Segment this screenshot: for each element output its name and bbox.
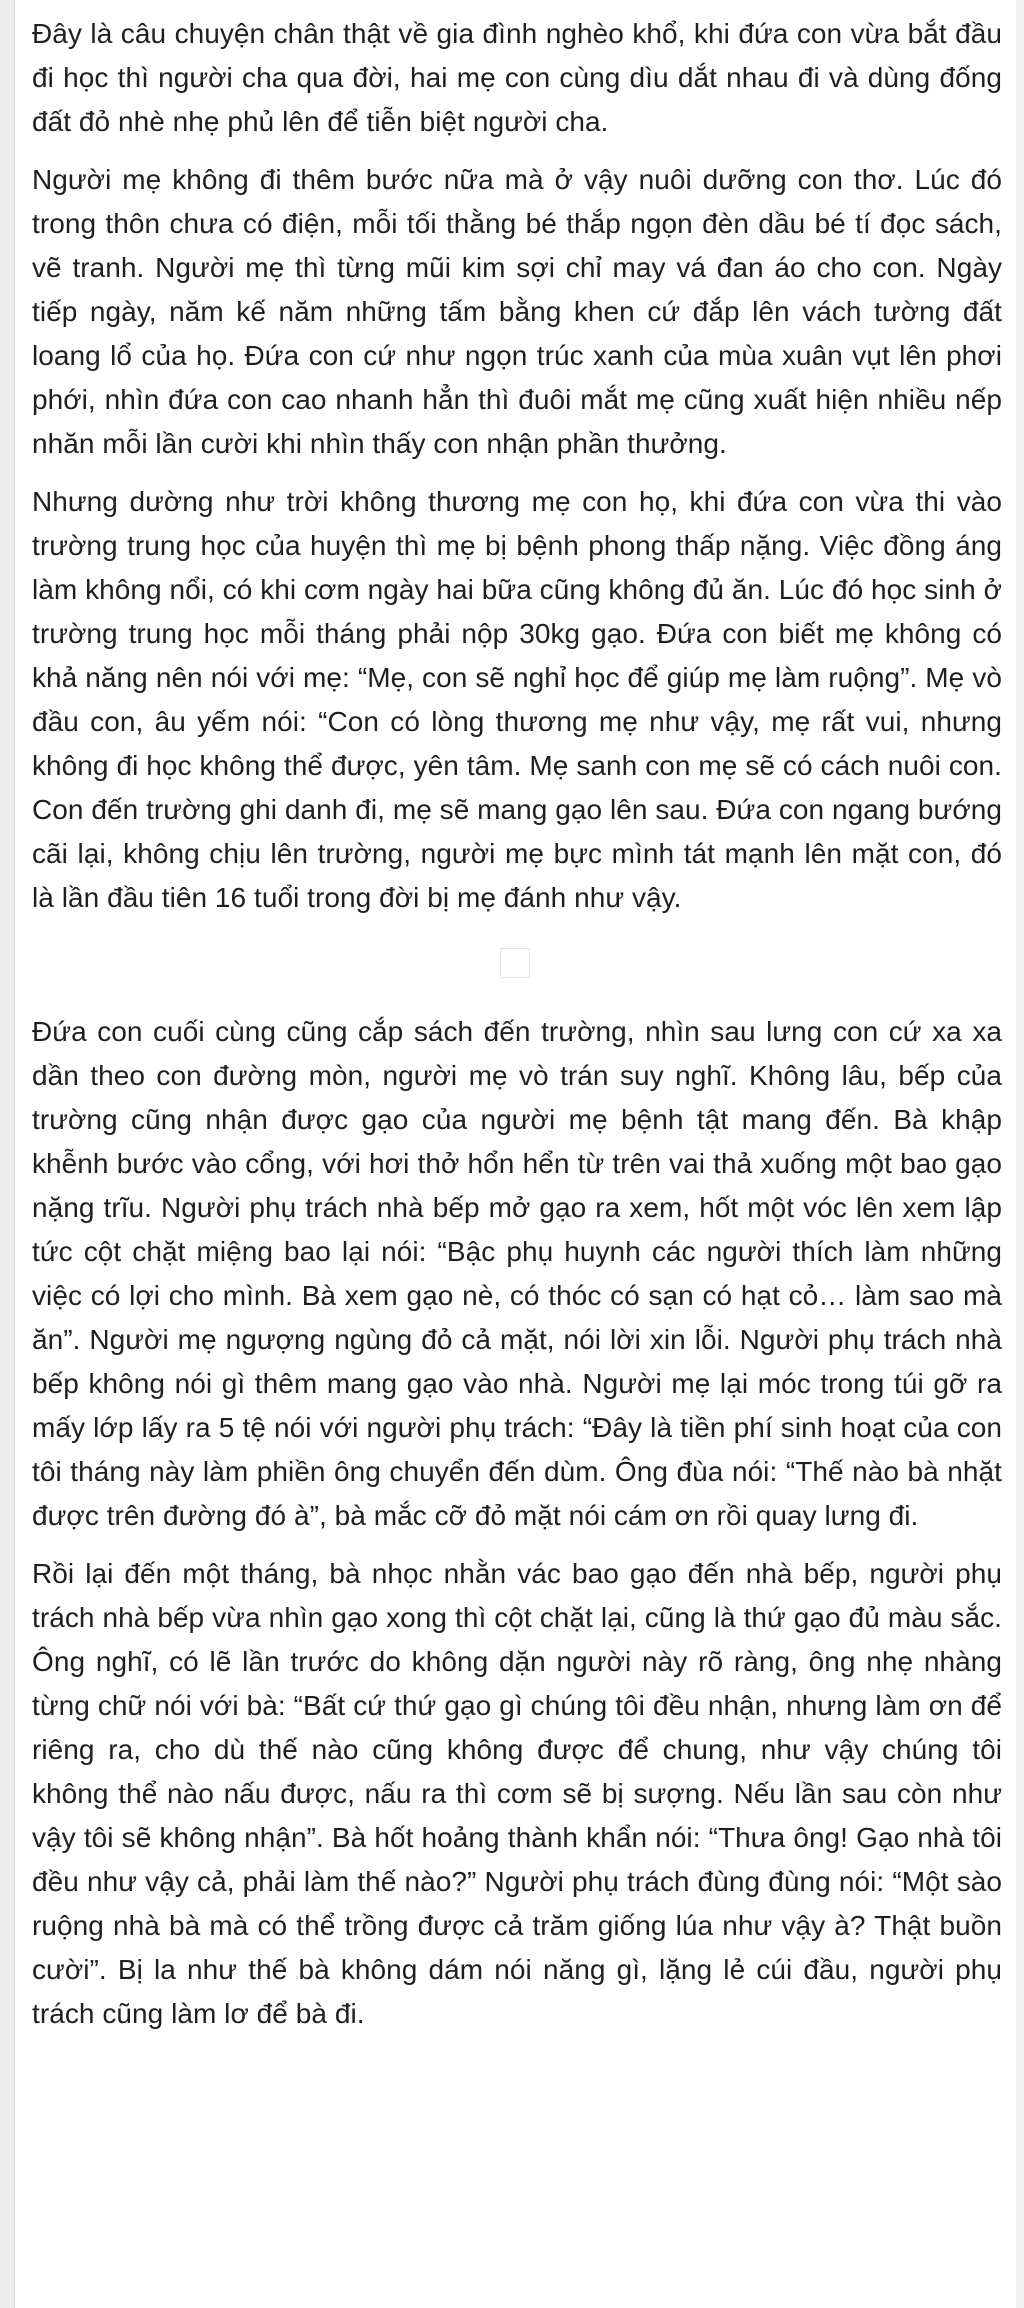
image-slot [32,934,1002,1010]
paragraph-2: Người mẹ không đi thêm bước nữa mà ở vậy nuôi dưỡng con thơ. Lúc đó trong thôn chưa có điện, mỗi tối thằng bé thắp ngọn đèn dầu bé tí đọc sách, vẽ tranh. Người mẹ thì từng mũi kim sợi chỉ may vá đan áo cho con. Ngày tiếp ngày, năm kế năm những tấm bằng khen cứ đắp lên vách tường đất loang lổ của họ. Đứa con cứ như ngọn trúc xanh của mùa xuân vụt lên phơi phới, nhìn đứa con cao nhanh hẳn thì đuôi mắt mẹ cũng xuất hiện nhiều nếp nhăn mỗi lần cười khi nhìn thấy con nhận phần thưởng. [32,164,1002,459]
paragraph-4: Đứa con cuối cùng cũng cắp sách đến trường, nhìn sau lưng con cứ xa xa dần theo con đường mòn, người mẹ vò trán suy nghĩ. Không lâu, bếp của trường cũng nhận được gạo của người mẹ bệnh tật mang đến. Bà khập khễnh bước vào cổng, với hơi thở hổn hển từ trên vai thả xuống một bao gạo nặng trĩu. Người phụ trách nhà bếp mở gạo ra xem, hốt một vóc lên xem lập tức cột chặt miệng bao lại nói: “Bậc phụ huynh các người thích làm những việc có lợi cho mình. Bà xem gạo nè, có thóc có sạn có hạt cỏ… làm sao mà ăn”. Người mẹ ngượng ngùng đỏ cả mặt, nói lời xin lỗi. Người phụ trách nhà bếp không nói gì thêm mang gạo vào nhà. Người mẹ lại móc trong túi gỡ ra mấy lớp lấy ra 5 tệ nói với người phụ trách: “Đây là tiền phí sinh hoạt của con tôi tháng này làm phiền ông chuyển đến dùm. Ông đùa nói: “Thế nào bà nhặt được trên đường đó à”, bà mắc cỡ đỏ mặt nói cám ơn rồi quay lưng đi. [32,1016,1002,1531]
left-page-edge [0,0,15,2308]
paragraph-1: Đây là câu chuyện chân thật về gia đình nghèo khổ, khi đứa con vừa bắt đầu đi học thì người cha qua đời, hai mẹ con cùng dìu dắt nhau đi và dùng đống đất đỏ nhè nhẹ phủ lên để tiễn biệt người cha. [32,18,1002,137]
empty-image-placeholder-icon [500,948,530,978]
paragraph-3: Nhưng dường như trời không thương mẹ con họ, khi đứa con vừa thi vào trường trung học của huyện thì mẹ bị bệnh phong thấp nặng. Việc đồng áng làm không nổi, có khi cơm ngày hai bữa cũng không đủ ăn. Lúc đó học sinh ở trường trung học mỗi tháng phải nộp 30kg gạo. Đứa con biết mẹ không có khả năng nên nói với mẹ: “Mẹ, con sẽ nghỉ học để giúp mẹ làm ruộng”. Mẹ vò đầu con, âu yếm nói: “Con có lòng thương mẹ như vậy, mẹ rất vui, nhưng không đi học không thể được, yên tâm. Mẹ sanh con mẹ sẽ có cách nuôi con. Con đến trường ghi danh đi, mẹ sẽ mang gạo lên sau. Đứa con ngang bướng cãi lại, không chịu lên trường, người mẹ bực mình tát mạnh lên mặt con, đó là lần đầu tiên 16 tuổi trong đời bị mẹ đánh như vậy. [32,486,1002,913]
article-body [32,12,1002,2050]
right-page-edge [1016,0,1024,2308]
paragraph-5: Rồi lại đến một tháng, bà nhọc nhằn vác bao gạo đến nhà bếp, người phụ trách nhà bếp vừa nhìn gạo xong thì cột chặt lại, cũng là thứ gạo đủ màu sắc. Ông nghĩ, có lẽ lần trước do không dặn người này rõ ràng, ông nhẹ nhàng từng chữ nói với bà: “Bất cứ thứ gạo gì chúng tôi đều nhận, nhưng làm ơn để riêng ra, cho dù thế nào cũng không được để chung, như vậy chúng tôi không thể nào nấu được, nấu ra thì cơm sẽ bị sượng. Nếu lần sau còn như vậy tôi sẽ không nhận”. Bà hốt hoảng thành khẩn nói: “Thưa ông! Gạo nhà tôi đều như vậy cả, phải làm thế nào?” Người phụ trách đùng đùng nói: “Một sào ruộng nhà bà mà có thể trồng được cả trăm giống lúa như vậy à? Thật buồn cười”. Bị la như thế bà không dám nói năng gì, lặng lẻ cúi đầu, người phụ trách cũng làm lơ để bà đi. [32,1558,1002,2029]
